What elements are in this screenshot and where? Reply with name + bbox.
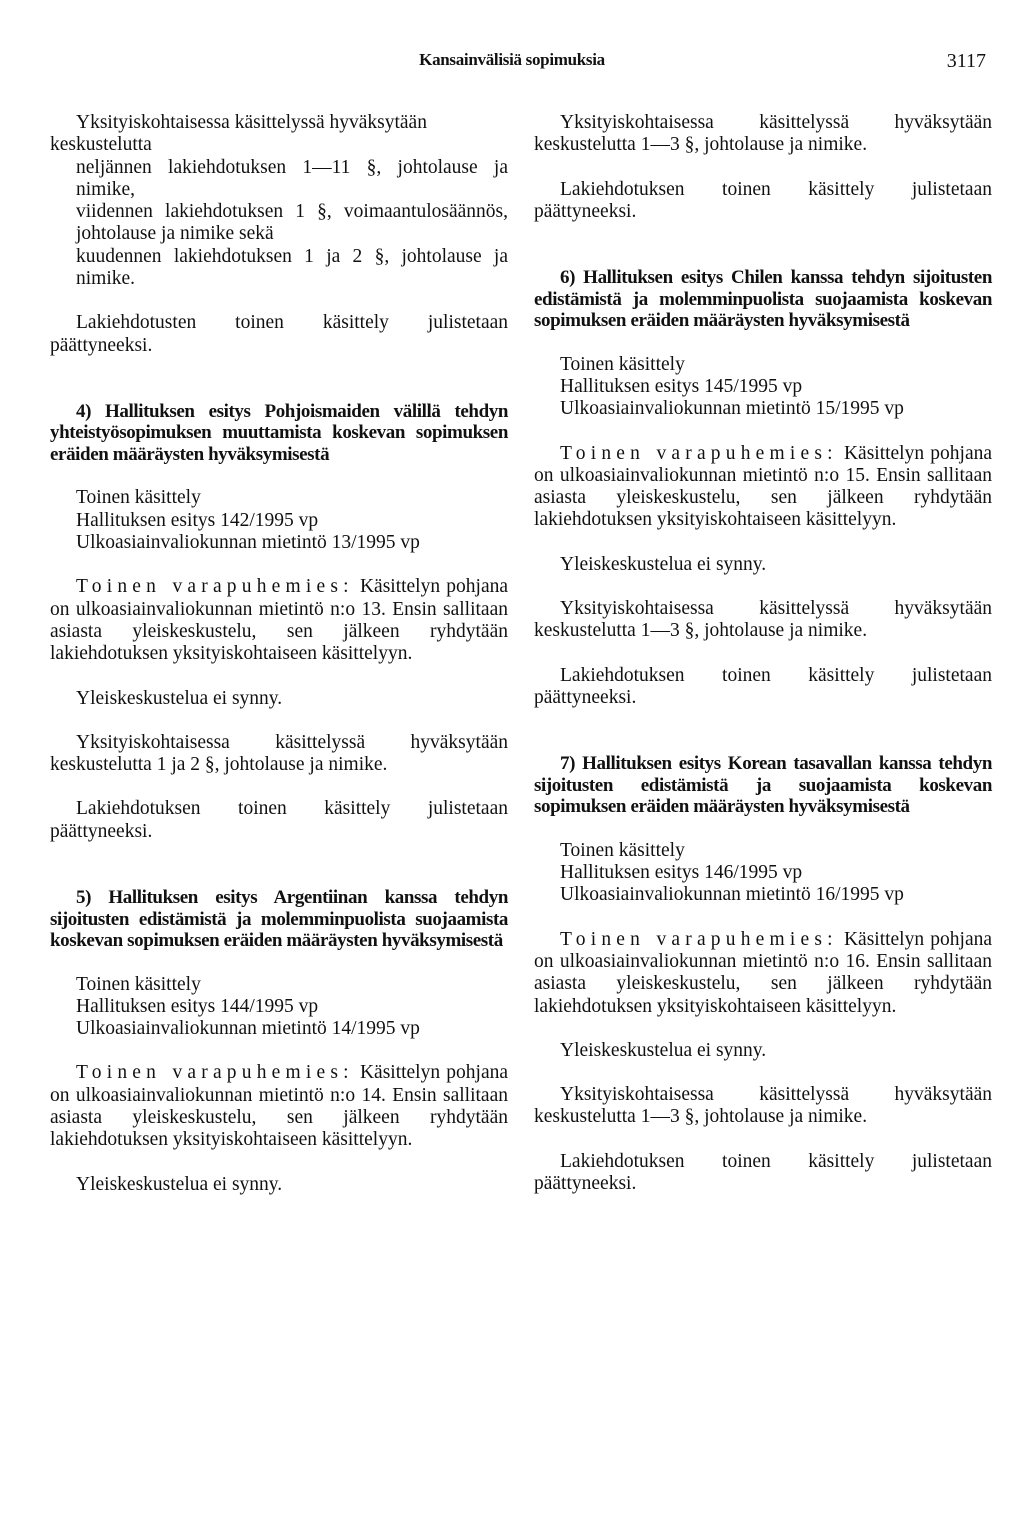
ref-line: Toinen käsittely (560, 839, 685, 861)
intro-approval (50, 112, 508, 290)
ref-line: Hallituksen esitys 144/1995 vp (76, 995, 319, 1017)
closing-4: Lakiehdotuksen toinen käsittely julistetaan päättyneeksi. (50, 798, 508, 842)
ref-line: Ulkoasiainvaliokunnan mietintö 16/1995 vp (560, 884, 904, 906)
ref-line: Ulkoasiainvaliokunnan mietintö 13/1995 vp (76, 532, 420, 554)
speech-text: Käsittelyn pohjana on ulkoasiainvaliokunnan mietintö n:o 16. Ensin sallitaan asiasta yleiskeskustelu, sen jälkeen ryhdytään lakiehdotuksen yksityiskohtaiseen käsittelyyn. (534, 928, 993, 1017)
intro-line-1: Yksityiskohtaisessa käsittelyssä hyväksytään (76, 112, 427, 133)
approval-4: Yksityiskohtaisessa käsittelyssä hyväksytään keskustelutta 1 ja 2 §, johtolause ja nimike. (50, 731, 508, 776)
section-heading-4: 4) Hallituksen esitys Pohjoismaiden välillä tehdyn yhteistyösopimuksen muuttamista koskevan sopimuksen eräiden määräysten hyväksymisestä (50, 400, 508, 465)
ref-line: Toinen käsittely (560, 353, 685, 375)
approval-7: Yksityiskohtaisessa käsittelyssä hyväksytään keskustelutta 1—3 §, johtolause ja nimike. (534, 1084, 992, 1128)
references-7 (534, 840, 992, 907)
right-column (534, 112, 992, 1217)
speaker-name: Toinen varapuhemies: (76, 1062, 354, 1084)
intro-closing: Lakiehdotusten toinen käsittely julistetaan päättyneeksi. (50, 312, 508, 356)
ref-line: Toinen käsittely (76, 487, 201, 509)
speech-text: Käsittelyn pohjana on ulkoasiainvaliokunnan mietintö n:o 14. Ensin sallitaan asiasta yleiskeskustelu, sen jälkeen ryhdytään lakiehdotuksen yksityiskohtaiseen käsittelyyn. (50, 1062, 509, 1151)
no-debate-7: Yleiskeskustelua ei synny. (560, 1039, 767, 1061)
section-heading-6: 6) Hallituksen esitys Chilen kanssa tehdyn sijoitusten edistämistä ja molemminpuolista suojaamista koskevan sopimuksen eräiden määräysten hyväksymisestä (534, 267, 992, 332)
references-6 (534, 354, 992, 421)
no-debate-4: Yleiskeskustelua ei synny. (76, 687, 283, 709)
left-column (50, 112, 508, 1218)
intro-item: neljännen lakiehdotuksen 1—11 §, johtolause ja nimike, (76, 156, 508, 200)
speaker-name: Toinen varapuhemies: (76, 576, 354, 598)
closing-top: Lakiehdotuksen toinen käsittely julistetaan päättyneeksi. (534, 178, 992, 222)
speech-text: Käsittelyn pohjana on ulkoasiainvaliokunnan mietintö n:o 13. Ensin sallitaan asiasta yleiskeskustelu, sen jälkeen ryhdytään lakiehdotuksen yksityiskohtaiseen käsittelyyn. (50, 576, 509, 665)
ref-line: Hallituksen esitys 146/1995 vp (560, 862, 803, 884)
ref-line: Toinen käsittely (76, 973, 201, 995)
ref-line: Ulkoasiainvaliokunnan mietintö 15/1995 vp (560, 398, 904, 420)
speech-5 (50, 1062, 508, 1151)
speaker-name: Toinen varapuhemies: (560, 928, 838, 950)
approval-top: Yksityiskohtaisessa käsittelyssä hyväksytään keskustelutta 1—3 §, johtolause ja nimike. (534, 112, 992, 156)
speech-7 (534, 929, 992, 1018)
speech-6 (534, 443, 992, 532)
running-head (0, 50, 1024, 74)
section-heading-5: 5) Hallituksen esitys Argentiinan kanssa tehdyn sijoitusten edistämistä ja molemminpuolista suojaamista koskevan sopimuksen eräiden määräysten hyväksymisestä (50, 887, 508, 952)
ref-line: Hallituksen esitys 142/1995 vp (76, 509, 319, 531)
speech-text: Käsittelyn pohjana on ulkoasiainvaliokunnan mietintö n:o 15. Ensin sallitaan asiasta yleiskeskustelu, sen jälkeen ryhdytään lakiehdotuksen yksityiskohtaiseen käsittelyyn. (534, 442, 993, 531)
page-number: 3117 (946, 50, 986, 72)
ref-line: Ulkoasiainvaliokunnan mietintö 14/1995 vp (76, 1018, 420, 1040)
ref-line: Hallituksen esitys 145/1995 vp (560, 375, 803, 397)
intro-line-2: keskustelutta (50, 134, 152, 156)
section-heading-7: 7) Hallituksen esitys Korean tasavallan kanssa tehdyn sijoitusten edistämistä ja suojaamista koskevan sopimuksen eräiden määräysten hyväksymisestä (534, 753, 992, 818)
running-title: Kansainvälisiä sopimuksia (419, 50, 605, 69)
closing-6: Lakiehdotuksen toinen käsittely julistetaan päättyneeksi. (534, 664, 992, 708)
approval-6: Yksityiskohtaisessa käsittelyssä hyväksytään keskustelutta 1—3 §, johtolause ja nimike. (534, 598, 992, 642)
speaker-name: Toinen varapuhemies: (560, 442, 838, 464)
closing-7: Lakiehdotuksen toinen käsittely julistetaan päättyneeksi. (534, 1150, 992, 1195)
no-debate-5: Yleiskeskustelua ei synny. (76, 1173, 283, 1195)
references-4 (50, 487, 508, 554)
speech-4 (50, 576, 508, 665)
no-debate-6: Yleiskeskustelua ei synny. (560, 553, 767, 575)
references-5 (50, 974, 508, 1041)
intro-item: viidennen lakiehdotuksen 1 §, voimaantulosäännös, johtolause ja nimike sekä (76, 201, 508, 245)
intro-item: kuudennen lakiehdotuksen 1 ja 2 §, johtolause ja nimike. (76, 245, 508, 290)
